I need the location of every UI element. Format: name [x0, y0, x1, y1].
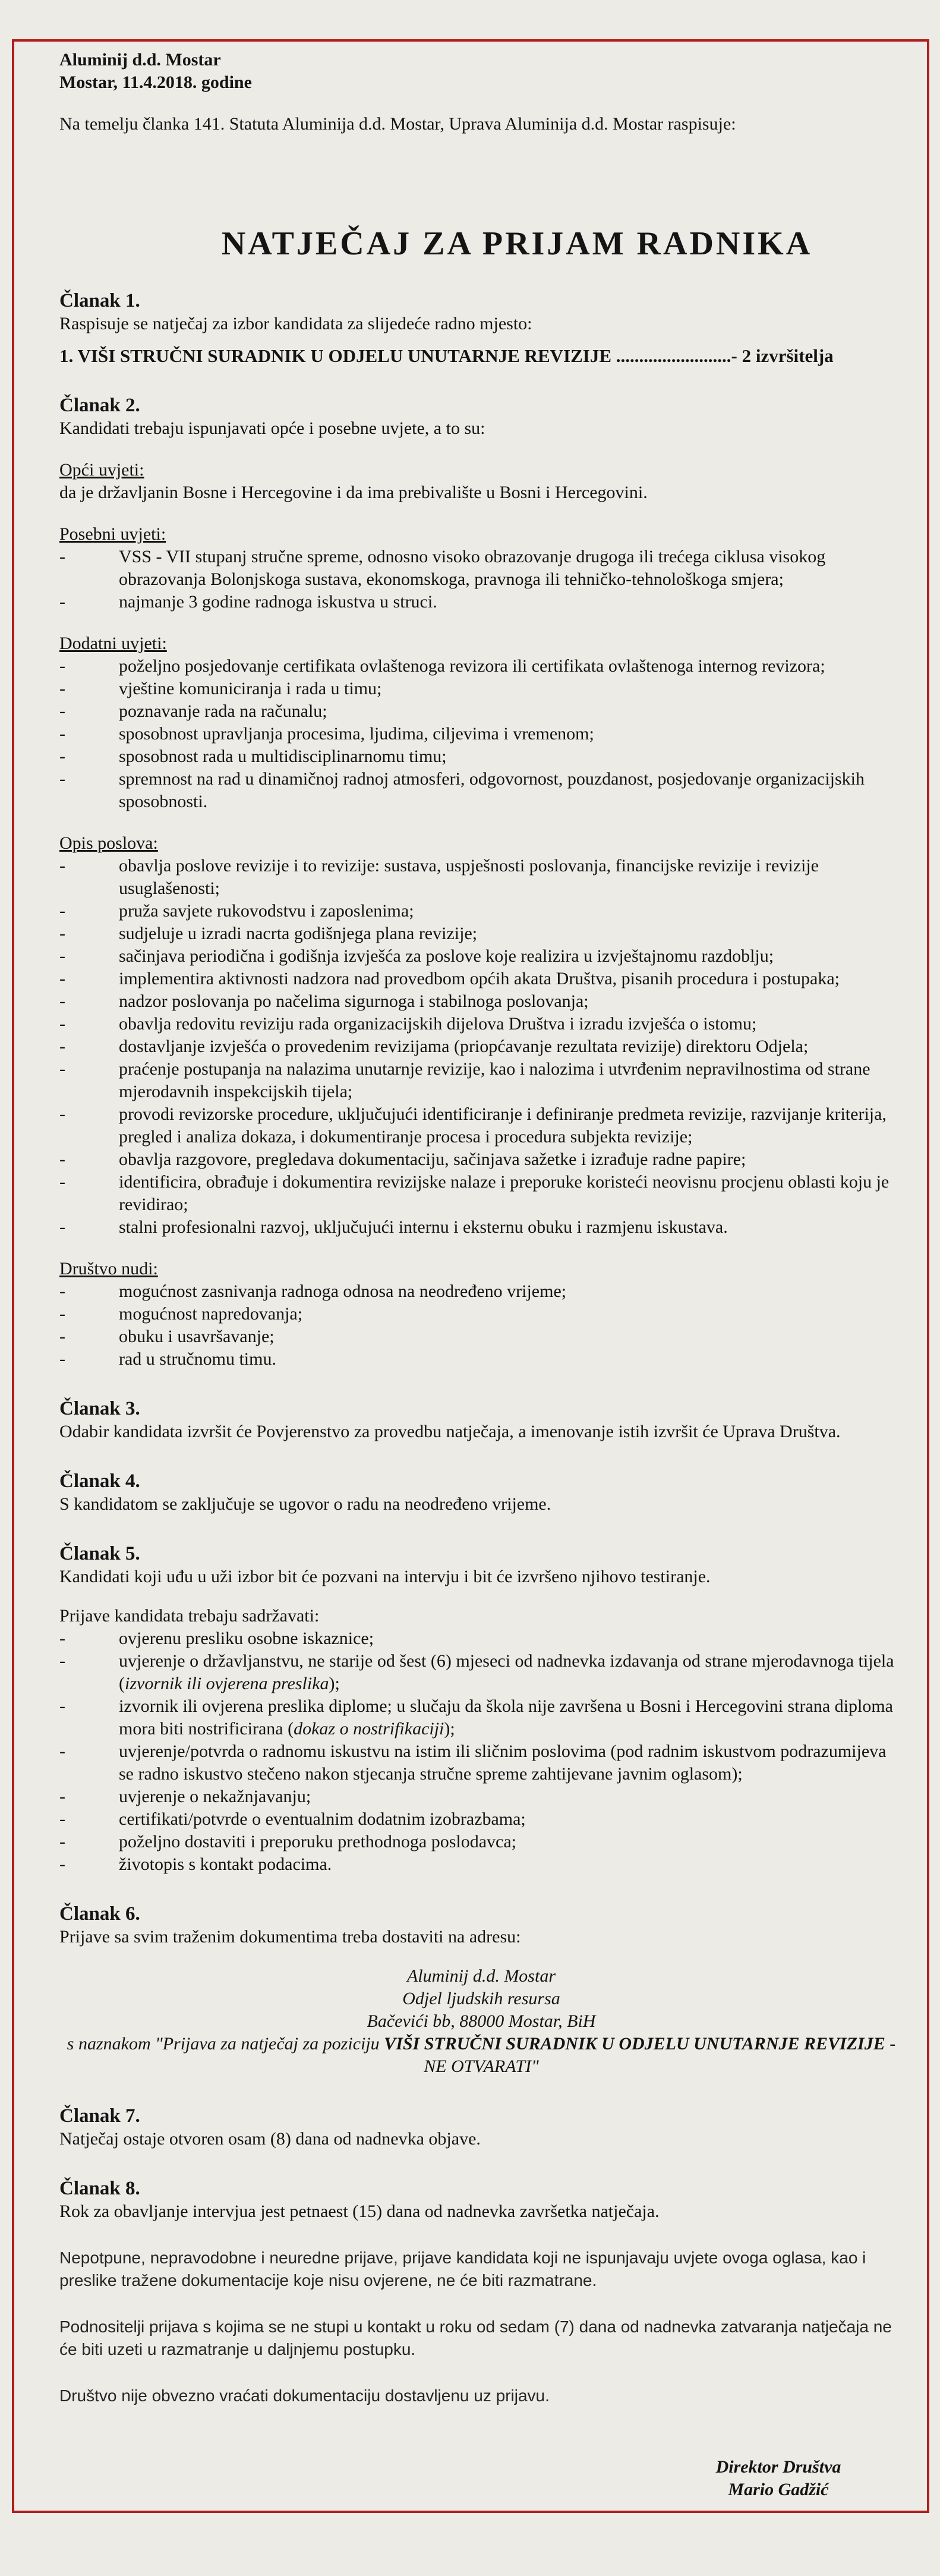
- clanak3-text: Odabir kandidata izvršit će Povjerenstvo za provedbu natječaja, a imenovanje istih izvršit će Uprava Društva.: [59, 1422, 841, 1441]
- posebni-uvjeti-label: Posebni uvjeti:: [59, 524, 166, 544]
- clanak3-heading: Članak 3.: [59, 1398, 140, 1419]
- opis-poslova-label: Opis poslova:: [59, 833, 158, 853]
- list-item: - obuku i usavršavanje;: [59, 1325, 903, 1348]
- clanak6-text: Prijave sa svim traženim dokumentima treba dostaviti na adresu:: [59, 1927, 521, 1947]
- dodatni-uvjeti-list: [59, 655, 903, 813]
- list-item: - poznavanje rada na računalu;: [59, 700, 903, 723]
- list-item: - uvjerenje o državljanstvu, ne starije od šest (6) mjeseci od nadnevka izdavanja od strane mjerodavnoga tijela (izvornik ili ovjerena preslika);: [59, 1650, 903, 1695]
- job-ad: [59, 49, 903, 2407]
- list-item: - uvjerenje o nekažnjavanju;: [59, 1785, 903, 1808]
- envelope-mark: s naznakom "Prijava za natječaj za poziciju VIŠI STRUČNI SURADNIK U ODJELU UNUTARNJE REVIZIJE - NE OTVARATI": [67, 2034, 896, 2076]
- clanak5-heading: Članak 5.: [59, 1543, 140, 1564]
- closing-note: Podnositelji prijava s kojima se ne stupi u kontakt u roku od sedam (7) dana od nadnevka zatvaranja natječaja ne će biti uzeti u razmatranje u daljnjemu postupku.: [59, 2317, 892, 2358]
- signature-role: Direktor Društva: [715, 2457, 841, 2477]
- address-line: Odjel ljudskih resursa: [402, 1989, 560, 2008]
- list-item: - sudjeluje u izradi nacrta godišnjega plana revizije;: [59, 922, 903, 945]
- position-line: 1. VIŠI STRUČNI SURADNIK U ODJELU UNUTARNJE REVIZIJE .........................- 2 izvršitelja: [59, 345, 834, 366]
- clanak1-heading: Članak 1.: [59, 290, 140, 311]
- company-name: Aluminij d.d. Mostar: [59, 50, 221, 70]
- mailing-address: [59, 1965, 903, 2078]
- clanak8-heading: Članak 8.: [59, 2178, 140, 2199]
- list-item: - certifikati/potvrde o eventualnim dodatnim izobrazbama;: [59, 1808, 903, 1831]
- signature-block: [660, 2456, 897, 2501]
- list-item: - obavlja poslove revizije i to revizije: sustava, uspješnosti poslovanja, financijske revizije i revizije usuglašenosti;: [59, 855, 903, 900]
- drustvo-nudi-list: [59, 1280, 903, 1371]
- list-item: - implementira aktivnosti nadzora nad provedbom općih akata Društva, pisanih procedura i postupaka;: [59, 968, 903, 990]
- intro-text: Na temelju članka 141. Statuta Aluminija d.d. Mostar, Uprava Aluminija d.d. Mostar raspisuje:: [59, 114, 736, 134]
- list-item: - poželjno posjedovanje certifikata ovlaštenoga revizora ili certifikata ovlaštenoga internog revizora;: [59, 655, 903, 678]
- opci-uvjeti-text: da je državljanin Bosne i Hercegovine i da ima prebivalište u Bosni i Hercegovini.: [59, 483, 648, 502]
- clanak8-text: Rok za obavljanje intervjua jest petnaest (15) dana od nadnevka završetka natječaja.: [59, 2202, 660, 2221]
- list-item: - uvjerenje/potvrda o radnomu iskustvu na istim ili sličnim poslovima (pod radnim iskustvom podrazumijeva se radno iskustvo stečeno nakon stjecanja stručne spreme zahtijevane javnim oglasom);: [59, 1740, 903, 1785]
- clanak2-heading: Članak 2.: [59, 395, 140, 416]
- list-item: - rad u stručnomu timu.: [59, 1348, 903, 1371]
- address-line: Aluminij d.d. Mostar: [406, 1966, 556, 1986]
- list-item: - spremnost na rad u dinamičnoj radnoj atmosferi, odgovornost, pouzdanost, posjedovanje organizacijskih sposobnosti.: [59, 768, 903, 813]
- opis-poslova-list: [59, 855, 903, 1239]
- clanak7-heading: Članak 7.: [59, 2105, 140, 2127]
- clanak7-text: Natječaj ostaje otvoren osam (8) dana od nadnevka objave.: [59, 2129, 481, 2149]
- prijave-label: Prijave kandidata trebaju sadržavati:: [59, 1606, 320, 1626]
- drustvo-nudi-label: Društvo nudi:: [59, 1259, 158, 1278]
- clanak4-heading: Članak 4.: [59, 1470, 140, 1492]
- signature-name: Mario Gadžić: [728, 2480, 829, 2499]
- prijave-list: [59, 1627, 903, 1876]
- list-item: - obavlja razgovore, pregledava dokumentaciju, sačinjava sažetke i izrađuje radne papire;: [59, 1148, 903, 1171]
- place-date: Mostar, 11.4.2018. godine: [59, 73, 252, 92]
- posebni-uvjeti-list: [59, 546, 903, 613]
- clanak1-text: Raspisuje se natječaj za izbor kandidata za slijedeće radno mjesto:: [59, 314, 532, 333]
- clanak2-text: Kandidati trebaju ispunjavati opće i posebne uvjete, a to su:: [59, 418, 485, 438]
- list-item: - vještine komuniciranja i rada u timu;: [59, 678, 903, 700]
- list-item: - životopis s kontakt podacima.: [59, 1853, 903, 1876]
- list-item: - ovjerenu presliku osobne iskaznice;: [59, 1627, 903, 1650]
- list-item: - sposobnost rada u multidisciplinarnomu timu;: [59, 745, 903, 768]
- list-item: - nadzor poslovanja po načelima sigurnoga i stabilnoga poslovanja;: [59, 990, 903, 1013]
- list-item: - stalni profesionalni razvoj, uključujući internu i eksternu obuku i razmjenu iskustava.: [59, 1216, 903, 1239]
- list-item: - mogućnost zasnivanja radnoga odnosa na neodređeno vrijeme;: [59, 1280, 903, 1303]
- clanak4-text: S kandidatom se zaključuje se ugovor o radu na neodređeno vrijeme.: [59, 1494, 551, 1514]
- clanak6-heading: Članak 6.: [59, 1903, 140, 1925]
- opci-uvjeti-label: Opći uvjeti:: [59, 460, 144, 480]
- clanak5-text: Kandidati koji uđu u uži izbor bit će pozvani na intervju i bit će izvršeno njihovo testiranje.: [59, 1567, 711, 1586]
- list-item: - sačinjava periodična i godišnja izvješća za poslove koje realizira u izvještajnomu razdoblju;: [59, 945, 903, 968]
- list-item: - poželjno dostaviti i preporuku prethodnoga poslodavca;: [59, 1831, 903, 1853]
- dodatni-uvjeti-label: Dodatni uvjeti:: [59, 634, 167, 653]
- address-line: Bačevići bb, 88000 Mostar, BiH: [367, 2011, 596, 2031]
- list-item: - izvornik ili ovjerena preslika diplome; u slučaju da škola nije završena u Bosni i Hercegovini strana diploma mora biti nostrificirana (dokaz o nostrifikaciji);: [59, 1695, 903, 1740]
- closing-note: Nepotpune, nepravodobne i neuredne prijave, prijave kandidata koji ne ispunjavaju uvjete ovoga oglasa, kao i preslike tražene dokumentacije koje nisu ovjerene, ne će biti razmatrane.: [59, 2249, 866, 2290]
- closing-note: Društvo nije obvezno vraćati dokumentaciju dostavljenu uz prijavu.: [59, 2386, 550, 2405]
- list-item: - provodi revizorske procedure, uključujući identificiranje i definiranje predmeta revizije, razvijanje kriterija, pregled i analiza dokaza, i dokumentiranje procesa i procedura subjekta revizije;: [59, 1103, 903, 1148]
- list-item: - dostavljanje izvješća o provedenim revizijama (priopćavanje rezultata revizije) direktoru Odjela;: [59, 1035, 903, 1058]
- list-item: - VSS - VII stupanj stručne spreme, odnosno visoko obrazovanje drugoga ili trećega ciklusa visokog obrazovanja Bolonjskoga sustava, ekonomskoga, pravnoga ili tehničko-tehnološkoga smjera;: [59, 546, 903, 591]
- list-item: - obavlja redovitu reviziju rada organizacijskih dijelova Društva i izradu izvješća o istomu;: [59, 1013, 903, 1035]
- list-item: - najmanje 3 godine radnoga iskustva u struci.: [59, 591, 903, 613]
- list-item: - sposobnost upravljanja procesima, ljudima, ciljevima i vremenom;: [59, 723, 903, 745]
- list-item: - praćenje postupanja na nalazima unutarnje revizije, kao i nalozima i utvrđenim nepravilnostima od strane mjerodavnih inspekcijskih tijela;: [59, 1058, 903, 1103]
- list-item: - identificira, obrađuje i dokumentira revizijske nalaze i preporuke koristeći neovisnu procjenu oblasti koju je revidirao;: [59, 1171, 903, 1216]
- ad-title: NATJEČAJ ZA PRIJAM RADNIKA: [221, 225, 813, 262]
- list-item: - mogućnost napredovanja;: [59, 1303, 903, 1325]
- list-item: - pruža savjete rukovodstvu i zaposlenima;: [59, 900, 903, 922]
